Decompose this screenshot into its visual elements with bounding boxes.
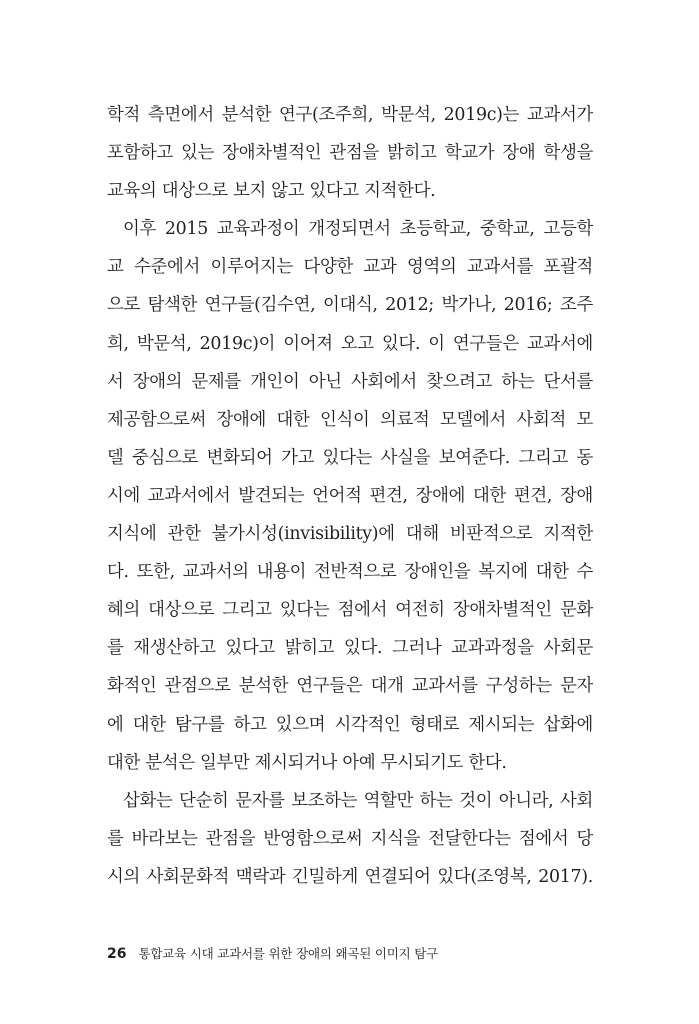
text-line: 으로 탐색한 연구들(김수연, 이대식, 2012; 박가나, 2016; 조주: [107, 295, 593, 316]
text-line: 대한 분석은 일부만 제시되거나 아예 무시되기도 한다.: [107, 752, 507, 773]
text-line: 시의 사회문화적 맥락과 긴밀하게 연결되어 있다(조영복, 2017).: [107, 866, 593, 887]
text-line: 를 재생산하고 있다고 밝히고 있다. 그러나 교과과정을 사회문: [107, 638, 593, 659]
text-line: 제공함으로써 장애에 대한 인식이 의료적 모델에서 사회적 모: [107, 409, 593, 430]
text-line: 시에 교과서에서 발견되는 언어적 편견, 장애에 대한 편견, 장애: [107, 485, 593, 506]
running-title: 통합교육 시대 교과서를 위한 장애의 왜곡된 이미지 탐구: [138, 946, 439, 961]
page-number: 26: [107, 946, 127, 962]
text-line: 희, 박문석, 2019c)이 이어져 오고 있다. 이 연구들은 교과서에: [107, 333, 593, 354]
text-line: 지식에 관한 불가시성(invisibility)에 대해 비판적으로 지적한: [107, 524, 593, 545]
text-line: 에 대한 탐구를 하고 있으며 시각적인 형태로 제시되는 삽화에: [107, 714, 593, 735]
text-line: 교육의 대상으로 보지 않고 있다고 지적한다.: [107, 181, 436, 202]
text-line: 삽화는 단순히 문자를 보조하는 역할만 하는 것이 아니라, 사회: [123, 790, 593, 811]
text-line: 서 장애의 문제를 개인이 아닌 사회에서 찾으려고 하는 단서를: [107, 371, 593, 392]
text-line: 델 중심으로 변화되어 가고 있다는 사실을 보여준다. 그리고 동: [107, 447, 593, 468]
text-line: 혜의 대상으로 그리고 있다는 점에서 여전히 장애차별적인 문화: [107, 600, 593, 621]
text-line: 포함하고 있는 장애차별적인 관점을 밝히고 학교가 장애 학생을: [107, 143, 593, 164]
text-line: 를 바라보는 관점을 반영함으로써 지식을 전달한다는 점에서 당: [107, 828, 593, 849]
text-line: 다. 또한, 교과서의 내용이 전반적으로 장애인을 복지에 대한 수: [107, 562, 593, 583]
page-footer: [107, 944, 438, 966]
text-line: 이후 2015 교육과정이 개정되면서 초등학교, 중학교, 고등학: [123, 219, 593, 240]
text-line: 교 수준에서 이루어지는 다양한 교과 영역의 교과서를 포괄적: [107, 257, 593, 278]
text-line: 화적인 관점으로 분석한 연구들은 대개 교과서를 구성하는 문자: [107, 676, 593, 697]
text-line: 학적 측면에서 분석한 연구(조주희, 박문석, 2019c)는 교과서가: [107, 105, 593, 125]
body-text: [107, 96, 593, 896]
